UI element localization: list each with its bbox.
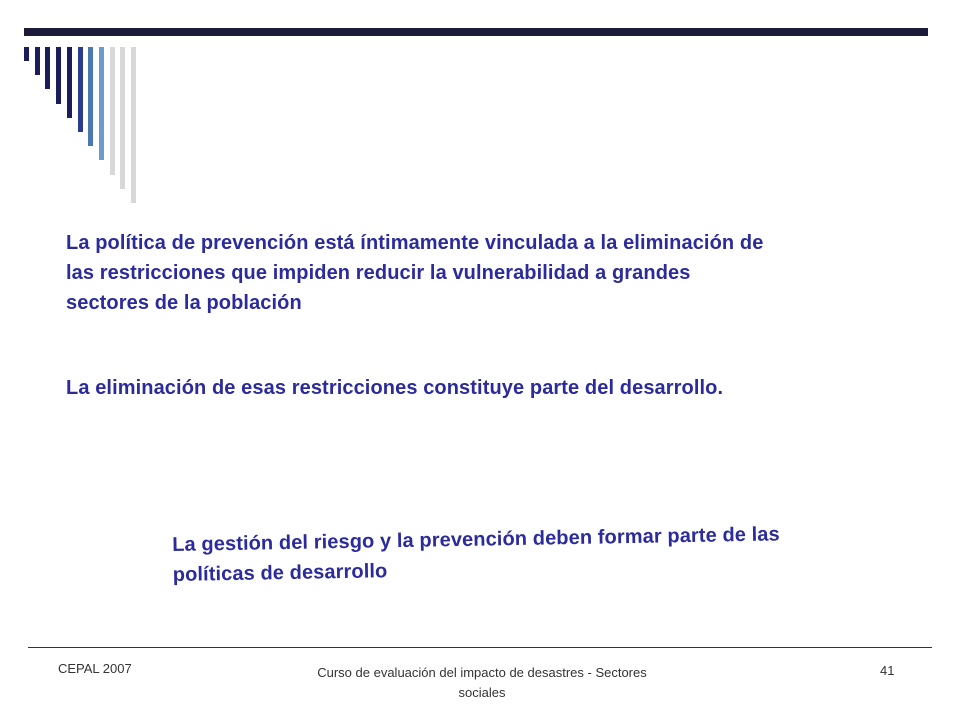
decorative-bar xyxy=(24,47,29,61)
decorative-bar xyxy=(120,47,125,189)
decorative-bar xyxy=(67,47,72,118)
paragraph-development: La eliminación de esas restricciones constituye parte del desarrollo. xyxy=(66,377,724,399)
footer-rule xyxy=(28,647,932,648)
decorative-bar xyxy=(45,47,50,89)
paragraph-risk-management: La gestión del riesgo y la prevención deben formar parte de las políticas de desarrollo xyxy=(172,523,780,586)
decorative-bars xyxy=(0,0,170,200)
footer-course-title: Curso de evaluación del impacto de desastres - Sectores sociales xyxy=(317,665,647,700)
decorative-bar xyxy=(110,47,115,175)
decorative-bar xyxy=(88,47,93,146)
decorative-bar xyxy=(56,47,61,104)
decorative-bar xyxy=(78,47,83,132)
footer-organization: CEPAL 2007 xyxy=(58,661,132,676)
paragraph-prevention-policy: La política de prevención está íntimamente vinculada a la eliminación de las restricciones que impiden reducir la vulnerabilidad a grandes sectores de la población xyxy=(66,232,764,314)
decorative-bar xyxy=(35,47,40,75)
decorative-bar xyxy=(99,47,104,160)
decorative-bar xyxy=(131,47,136,203)
page-number: 41 xyxy=(880,663,895,678)
